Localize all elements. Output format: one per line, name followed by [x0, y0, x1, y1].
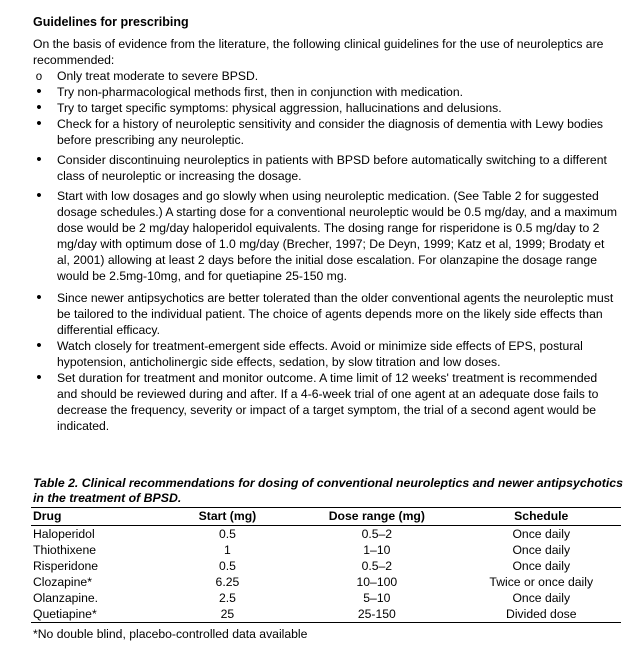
cell-dose-range: 0.5–2	[361, 559, 393, 573]
section-heading: Guidelines for prescribing	[33, 15, 189, 29]
cell-drug: Haloperidol	[33, 527, 95, 541]
cell-drug: Quetiapine*	[31, 606, 163, 623]
table-footnote: *No double blind, placebo-controlled data available	[33, 627, 308, 641]
cell-start: 25	[163, 606, 293, 623]
bullet-icon	[33, 338, 45, 354]
list-item-text: Consider discontinuing neuroleptics in patients with BPSD before automatically switching to a different class of neuroleptic or increasing the dosage.	[57, 153, 607, 183]
cell-dose-range: 5–10	[363, 591, 391, 605]
list-item	[33, 188, 618, 284]
cell-schedule: Once daily	[512, 591, 571, 605]
column-header-start: Start (mg)	[163, 508, 293, 526]
bullet-icon	[33, 84, 45, 100]
column-header-drug: Drug	[31, 508, 163, 526]
cell-dose-range: 0.5–2	[361, 527, 393, 541]
cell-drug: Olanzapine.	[33, 591, 99, 605]
cell-start: 2.5	[218, 591, 236, 605]
list-item	[33, 84, 618, 100]
list-item	[33, 116, 618, 148]
list-item-text: Set duration for treatment and monitor outcome. A time limit of 12 weeks' treatment is recommended and should be reviewed during and after. If a 4-6-week trial of one agent at an adequate dose fails to decrease the frequency, severity or impact of a target symptom, the trial of a second agent would be indicated.	[57, 371, 599, 433]
guidelines-list	[33, 68, 618, 434]
cell-schedule: Twice or once daily	[489, 575, 594, 589]
table-row	[31, 606, 621, 623]
list-item-text: Start with low dosages and go slowly when using neuroleptic medication. (See Table 2 for suggested dosage schedules.) A starting dose for a conventional neuroleptic would be 0.5 mg/day, and a maximum dose would be 2 mg/day haloperidol equivalents. The dosing range for risperidone is 0.5 mg/day to 2 mg/day with optimum dose of 1.0 mg/day (Brecher, 1997; De Deyn, 1999; Katz et al, 1999; Brodaty et al, 2001) allowing at least 2 days before the initial dose escalation. For olanzapine the dosage range would be 2.5mg-10mg, and for quetiapine 25-150 mg.	[57, 189, 618, 283]
list-item	[33, 370, 618, 434]
table-row	[31, 558, 621, 574]
list-item	[33, 100, 618, 116]
cell-schedule: Once daily	[512, 543, 571, 557]
list-item	[33, 338, 618, 370]
list-item	[33, 68, 618, 84]
bullet-icon	[33, 188, 45, 204]
cell-dose-range: 25-150	[292, 606, 461, 623]
bullet-icon	[33, 116, 45, 132]
list-item-text: Check for a history of neuroleptic sensitivity and consider the diagnosis of dementia with Lewy bodies before prescribing any neuroleptic.	[57, 117, 604, 147]
cell-drug: Thiothixene	[33, 543, 97, 557]
cell-start: 1	[224, 543, 231, 557]
cell-start: 0.5	[218, 527, 236, 541]
table-caption: Table 2. Clinical recommendations for dosing of conventional neuroleptics and newer antipsychotics in the treatment of BPSD.	[33, 476, 623, 505]
list-item	[33, 152, 618, 184]
bullet-icon	[33, 290, 45, 306]
column-header-dose-range: Dose range (mg)	[292, 508, 461, 526]
cell-dose-range: 10–100	[356, 575, 398, 589]
list-item-text: Only treat moderate to severe BPSD.	[57, 69, 259, 83]
cell-schedule: Once daily	[512, 527, 571, 541]
list-item-text: Try to target specific symptoms: physical aggression, hallucinations and delusions.	[57, 101, 502, 115]
cell-drug: Risperidone	[33, 559, 99, 573]
list-item	[33, 290, 618, 338]
table-row	[31, 526, 621, 543]
table-row	[31, 542, 621, 558]
list-item-text: Watch closely for treatment-emergent side effects. Avoid or minimize side effects of EPS, postural hypotension, anticholinergic side effects, sedation, by slow titration and low doses.	[57, 339, 583, 369]
list-item-text: Since newer antipsychotics are better tolerated than the older conventional agents the neuroleptic must be tailored to the individual patient. The choice of agents depends more on the likely side effects than differential efficacy.	[57, 291, 614, 337]
cell-schedule: Divided dose	[462, 606, 622, 623]
cell-drug: Clozapine*	[33, 575, 92, 589]
cell-schedule: Once daily	[512, 559, 571, 573]
bullet-icon	[33, 370, 45, 386]
bullet-icon	[33, 100, 45, 116]
cell-start: 0.5	[218, 559, 236, 573]
cell-start: 6.25	[215, 575, 240, 589]
table-row	[31, 574, 621, 590]
table-row	[31, 590, 621, 606]
cell-dose-range: 1–10	[363, 543, 391, 557]
column-header-schedule: Schedule	[462, 508, 622, 526]
bullet-icon	[33, 152, 45, 168]
list-item-text: Try non-pharmacological methods first, then in conjunction with medication.	[57, 85, 463, 99]
intro-paragraph: On the basis of evidence from the literature, the following clinical guidelines for the use of neuroleptics are recommended:	[33, 37, 604, 67]
dosing-table	[31, 507, 621, 623]
table-header-row	[31, 508, 621, 526]
